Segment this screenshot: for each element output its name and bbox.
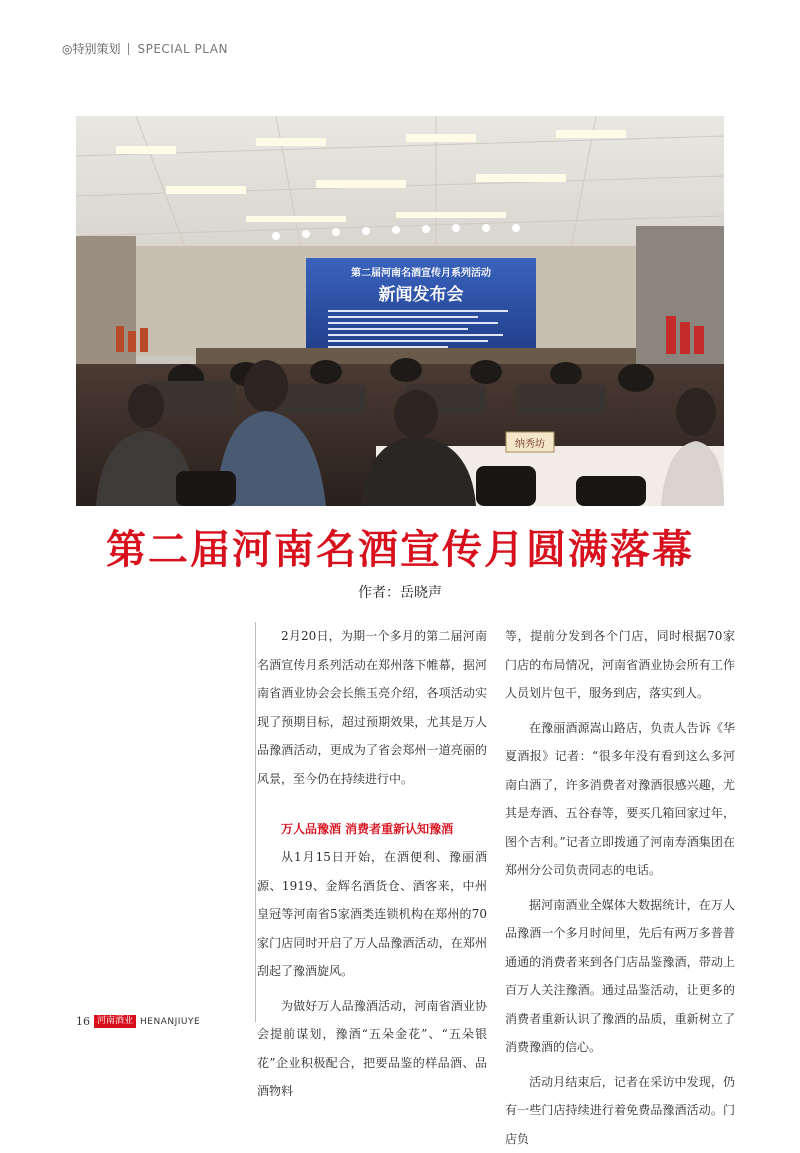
column-divider [255,622,256,1022]
page-number: 16 [76,1015,90,1028]
paragraph: 2月20日，为期一个多月的第二届河南名酒宣传月系列活动在郑州落下帷幕，据河南省酒业协会会长熊玉亮介绍，各项活动实现了预期目标，超过预期效果，尤其是万人品豫酒活动，更成为了省会郑州一道亮丽的风景，至今仍在持续进行中。 [257,622,487,793]
article-author: 作者：岳晓声 [0,582,800,602]
magazine-name-en: HENANJIUYE [140,1017,200,1027]
article-column-2 [505,622,735,1153]
paragraph: 等，提前分发到各个门店，同时根据70家门店的布局情况，河南省酒业协会所有工作人员划片包干，服务到店，落实到人。 [505,622,735,708]
section-label-en: SPECIAL PLAN [137,42,227,56]
magazine-logo: 河南酒业 [94,1015,136,1028]
press-conference-photo [76,116,724,506]
page-footer [76,1015,200,1028]
paragraph: 据河南酒业全媒体大数据统计，在万人品豫酒一个多月时间里，先后有两万多普普通通的消费者来到各门店品鉴豫酒，带动上百万人关注豫酒。通过品鉴活动，让更多的消费者重新认识了豫酒的品质，重新树立了消费豫酒的信心。 [505,891,735,1062]
paragraph: 为做好万人品豫酒活动，河南省酒业协会提前谋划，豫酒“五朵金花”、“五朵银花”企业积极配合，把要品鉴的样品酒、品酒物料 [257,992,487,1106]
banner-line2: 新闻发布会 [379,284,464,305]
section-label-cn: ◎特别策划 [62,40,120,57]
article-column-1 [257,622,487,1106]
article-title: 第二届河南名酒宣传月圆满落幕 [0,518,800,575]
paragraph: 活动月结束后，记者在采访中发现，仍有一些门店持续进行着免费品豫酒活动。门店负 [505,1068,735,1153]
photo-nameplate: 纳秀坊 [515,437,545,450]
paragraph: 在豫丽酒源嵩山路店，负责人告诉《华夏酒报》记者：“很多年没有看到这么多河南白酒了，许多消费者对豫酒很感兴趣，尤其是寿酒、五谷春等，要买几箱回家过年，图个吉利。”记者立即拨通了河南寿酒集团在郑州分公司负责同志的电话。 [505,714,735,885]
paragraph: 从1月15日开始，在酒便利、豫丽酒源、1919、金辉名酒货仓、酒客来，中州皇冠等河南省5家酒类连锁机构在郑州的70家门店同时开启了万人品豫酒活动，在郑州刮起了豫酒旋风。 [257,843,487,986]
header-divider [128,43,129,55]
banner-line1: 第二届河南名酒宣传月系列活动 [351,266,491,279]
section-subheading: 万人品豫酒 消费者重新认知豫酒 [257,815,487,843]
section-header [62,40,228,57]
